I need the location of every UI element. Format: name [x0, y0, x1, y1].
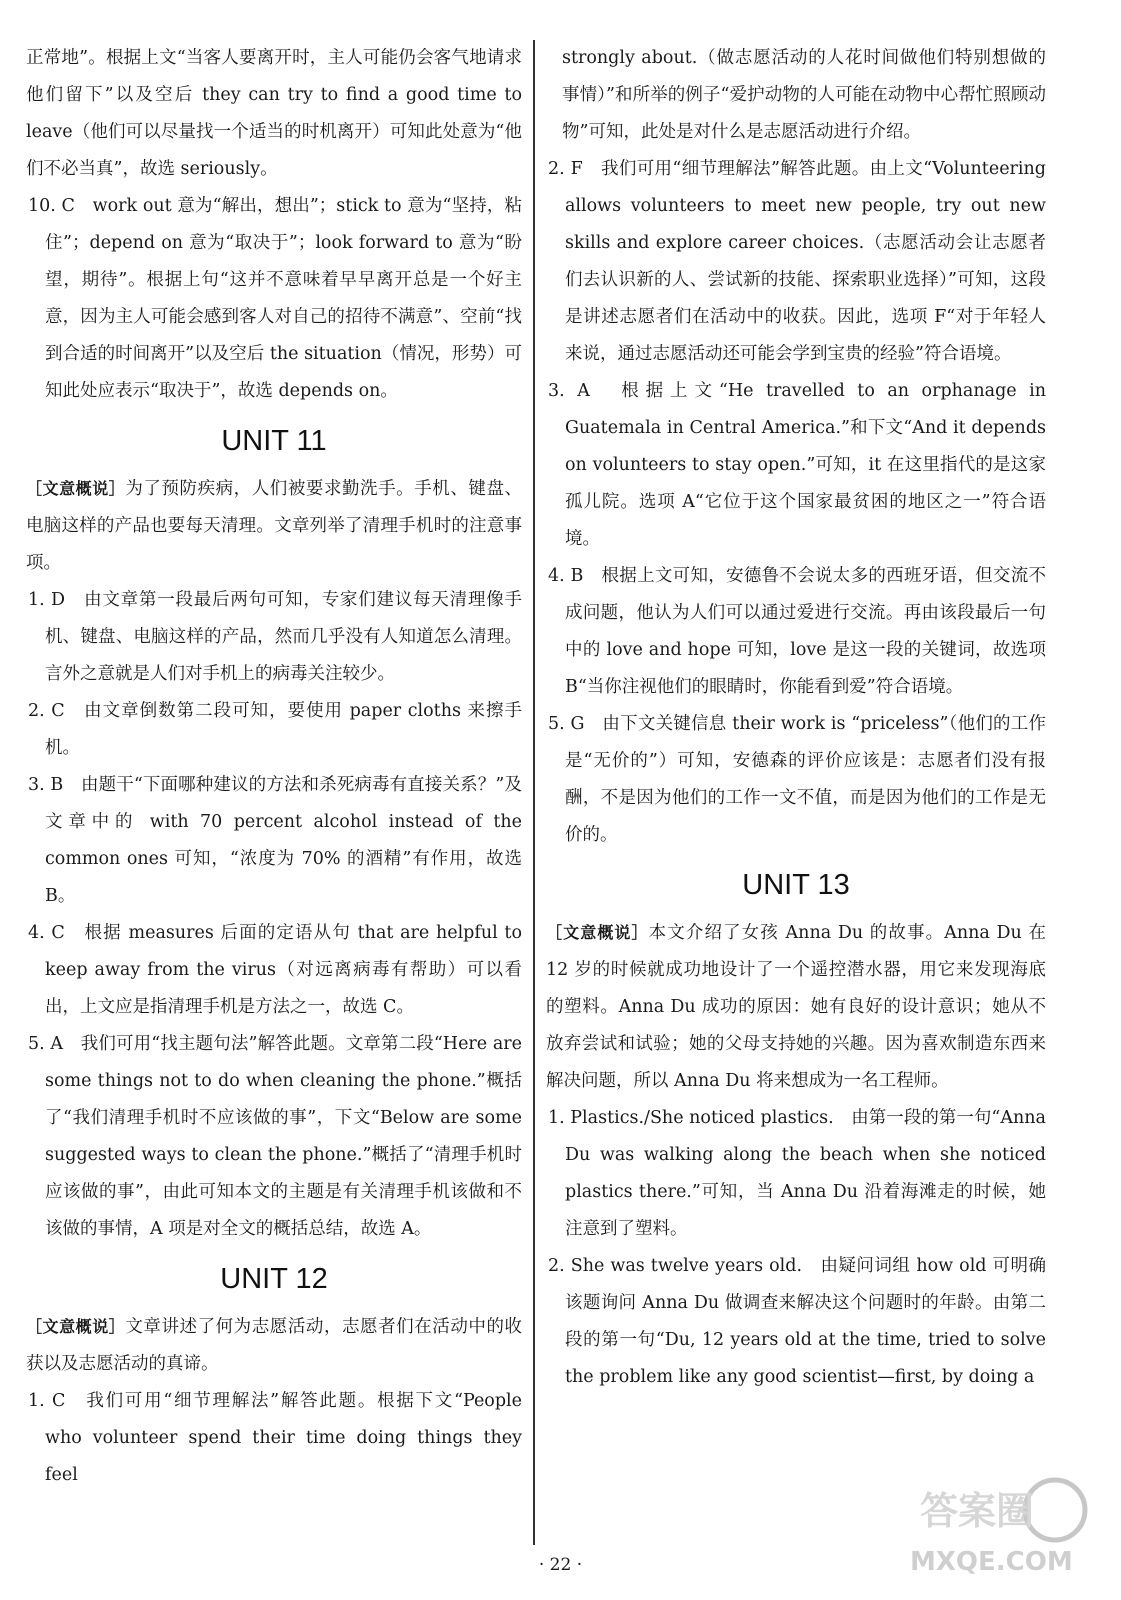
- unit-12-heading: UNIT 12: [220, 1263, 328, 1295]
- watermark-logo-icon: [900, 1458, 1090, 1583]
- unit-13-heading: UNIT 13: [742, 869, 850, 901]
- answer-item: 1. C 我们可用“细节理解法”解答此题。根据下文“People who volunteer spend their time doing things they feel: [28, 1391, 522, 1485]
- answer-item: 2. C 由文章倒数第二段可知，要使用 paper cloths 来擦手机。: [28, 701, 522, 758]
- column-divider: [533, 40, 535, 1545]
- summary-label: ［文意概说］: [26, 479, 126, 498]
- unit-11-summary: [26, 470, 522, 582]
- answer-item: 1. D 由文章第一段最后两句可知，专家们建议每天清理像手机、键盘、电脑这样的产品，然而几乎没有人知道怎么清理。言外之意就是人们对手机上的病毒关注较少。: [28, 590, 522, 684]
- page-number: · 22 ·: [538, 1555, 583, 1575]
- answer-item: 3. B 由题干“下面哪种建议的方法和杀死病毒有直接关系？”及文章中的 with 70 percent alcohol instead of the common ones 可知，“浓度为 70% 的酒精”有作用，故选B。: [28, 775, 522, 906]
- answer-item: 5. A 我们可用“找主题句法”解答此题。文章第二段“Here are some things not to do when cleaning the phone.”概括了“我们清理手机时不应该做的事”，下文“Below are some suggested ways to clean the phone.”概括了“清理手机时应该做的事”，由此可知本文的主题是有关清理手机该做和不该做的事情，A 项是对全文的概括总结，故选 A。: [28, 1034, 522, 1239]
- summary-text: 本文介绍了女孩 Anna Du 的故事。Anna Du 在 12 岁的时候就成功地设计了一个遥控潜水器，用它来发现海底的塑料。Anna Du 成功的原因：她有良好的设计意识；她从不放弃尝试和试验；她的父母支持她的兴趣。因为喜欢制造东西来解决问题，所以 Anna Du 将来想成为一名工程师。: [546, 923, 1046, 1091]
- paragraph-continuation: strongly about.（做志愿活动的人花时间做他们特别想做的事情）”和所举的例子“爱护动物的人可能在动物中心帮忙照顾动物”可知，此处是对什么是志愿活动进行介绍。: [562, 48, 1046, 142]
- left-column: [26, 40, 522, 1494]
- summary-text: 文章讲述了何为志愿活动，志愿者们在活动中的收获以及志愿活动的真谛。: [26, 1317, 522, 1374]
- watermark-url: MXQE.COM: [910, 1547, 1073, 1577]
- unit-12-summary: [26, 1308, 522, 1383]
- answer-item: 3. A 根据上文“He travelled to an orphanage in Guatemala in Central America.”和下文“And it depends on volunteers to stay open.”可知，it 在这里指代的是这家孤儿院。选项 A“它位于这个国家最贫困的地区之一”符合语境。: [548, 381, 1046, 549]
- unit-11-heading: UNIT 11: [221, 425, 327, 457]
- answer-item: 5. G 由下文关键信息 their work is “priceless”（他们的工作是“无价的”）可知，安德森的评价应该是：志愿者们没有报酬，不是因为他们的工作一文不值，而是因为他们的工作是无价的。: [548, 714, 1046, 845]
- answer-item: 1. Plastics./She noticed plastics. 由第一段的第一句“Anna Du was walking along the beach when she noticed plastics there.”可知，当 Anna Du 沿着海滩走的时候，她注意到了塑料。: [548, 1108, 1046, 1239]
- right-column: [546, 40, 1046, 1396]
- answer-item: 4. B 根据上文可知，安德鲁不会说太多的西班牙语，但交流不成问题，他认为人们可以通过爱进行交流。再由该段最后一句中的 love and hope 可知，love 是这一段的关键词，故选项 B“当你注视他们的眼睛时，你能看到爱”符合语境。: [548, 566, 1046, 697]
- watermark-label: 答案圈: [920, 1489, 1035, 1533]
- answer-item: 2. She was twelve years old. 由疑问词组 how old 可明确该题询问 Anna Du 做调查来解决这个问题时的年龄。由第二段的第一句“Du, 12 years old at the time, tried to solve the problem like any good scientist—first, by doing a: [548, 1256, 1046, 1387]
- answer-item: 4. C 根据 measures 后面的定语从句 that are helpful to keep away from the virus（对远离病毒有帮助）可以看出，上文应是指清理手机是方法之一，故选 C。: [28, 923, 522, 1017]
- summary-label: ［文意概说］: [546, 923, 649, 942]
- unit-13-summary: [546, 914, 1046, 1100]
- summary-label: ［文意概说］: [26, 1317, 126, 1336]
- summary-text: 为了预防疾病，人们被要求勤洗手。手机、键盘、电脑这样的产品也要每天清理。文章列举了清理手机时的注意事项。: [26, 479, 522, 573]
- answer-item-q10: 10. C work out 意为“解出，想出”；stick to 意为“坚持，粘住”；depend on 意为“取决于”；look forward to 意为“盼望，期待”。根据上句“这并不意味着早早离开总是一个好主意，因为主人可能会感到客人对自己的招待不满意”、空前“找到合适的时间离开”以及空后 the situation（情况，形势）可知此处应表示“取决于”，故选 depends on。: [28, 196, 522, 401]
- paragraph-continuation: 正常地”。根据上文“当客人要离开时，主人可能仍会客气地请求他们留下”以及空后 they can try to find a good time to leave（他们可以尽量找一个适当的时机离开）可知此处意为“他们不必当真”，故选 seriously。: [26, 48, 522, 179]
- answer-item: 2. F 我们可用“细节理解法”解答此题。由上文“Volunteering allows volunteers to meet new people, try out new skills and explore career choices.（志愿活动会让志愿者们去认识新的人、尝试新的技能、探索职业选择）”可知，这段是讲述志愿者们在活动中的收获。因此，选项 F“对于年轻人来说，通过志愿活动还可能会学到宝贵的经验”符合语境。: [548, 159, 1046, 364]
